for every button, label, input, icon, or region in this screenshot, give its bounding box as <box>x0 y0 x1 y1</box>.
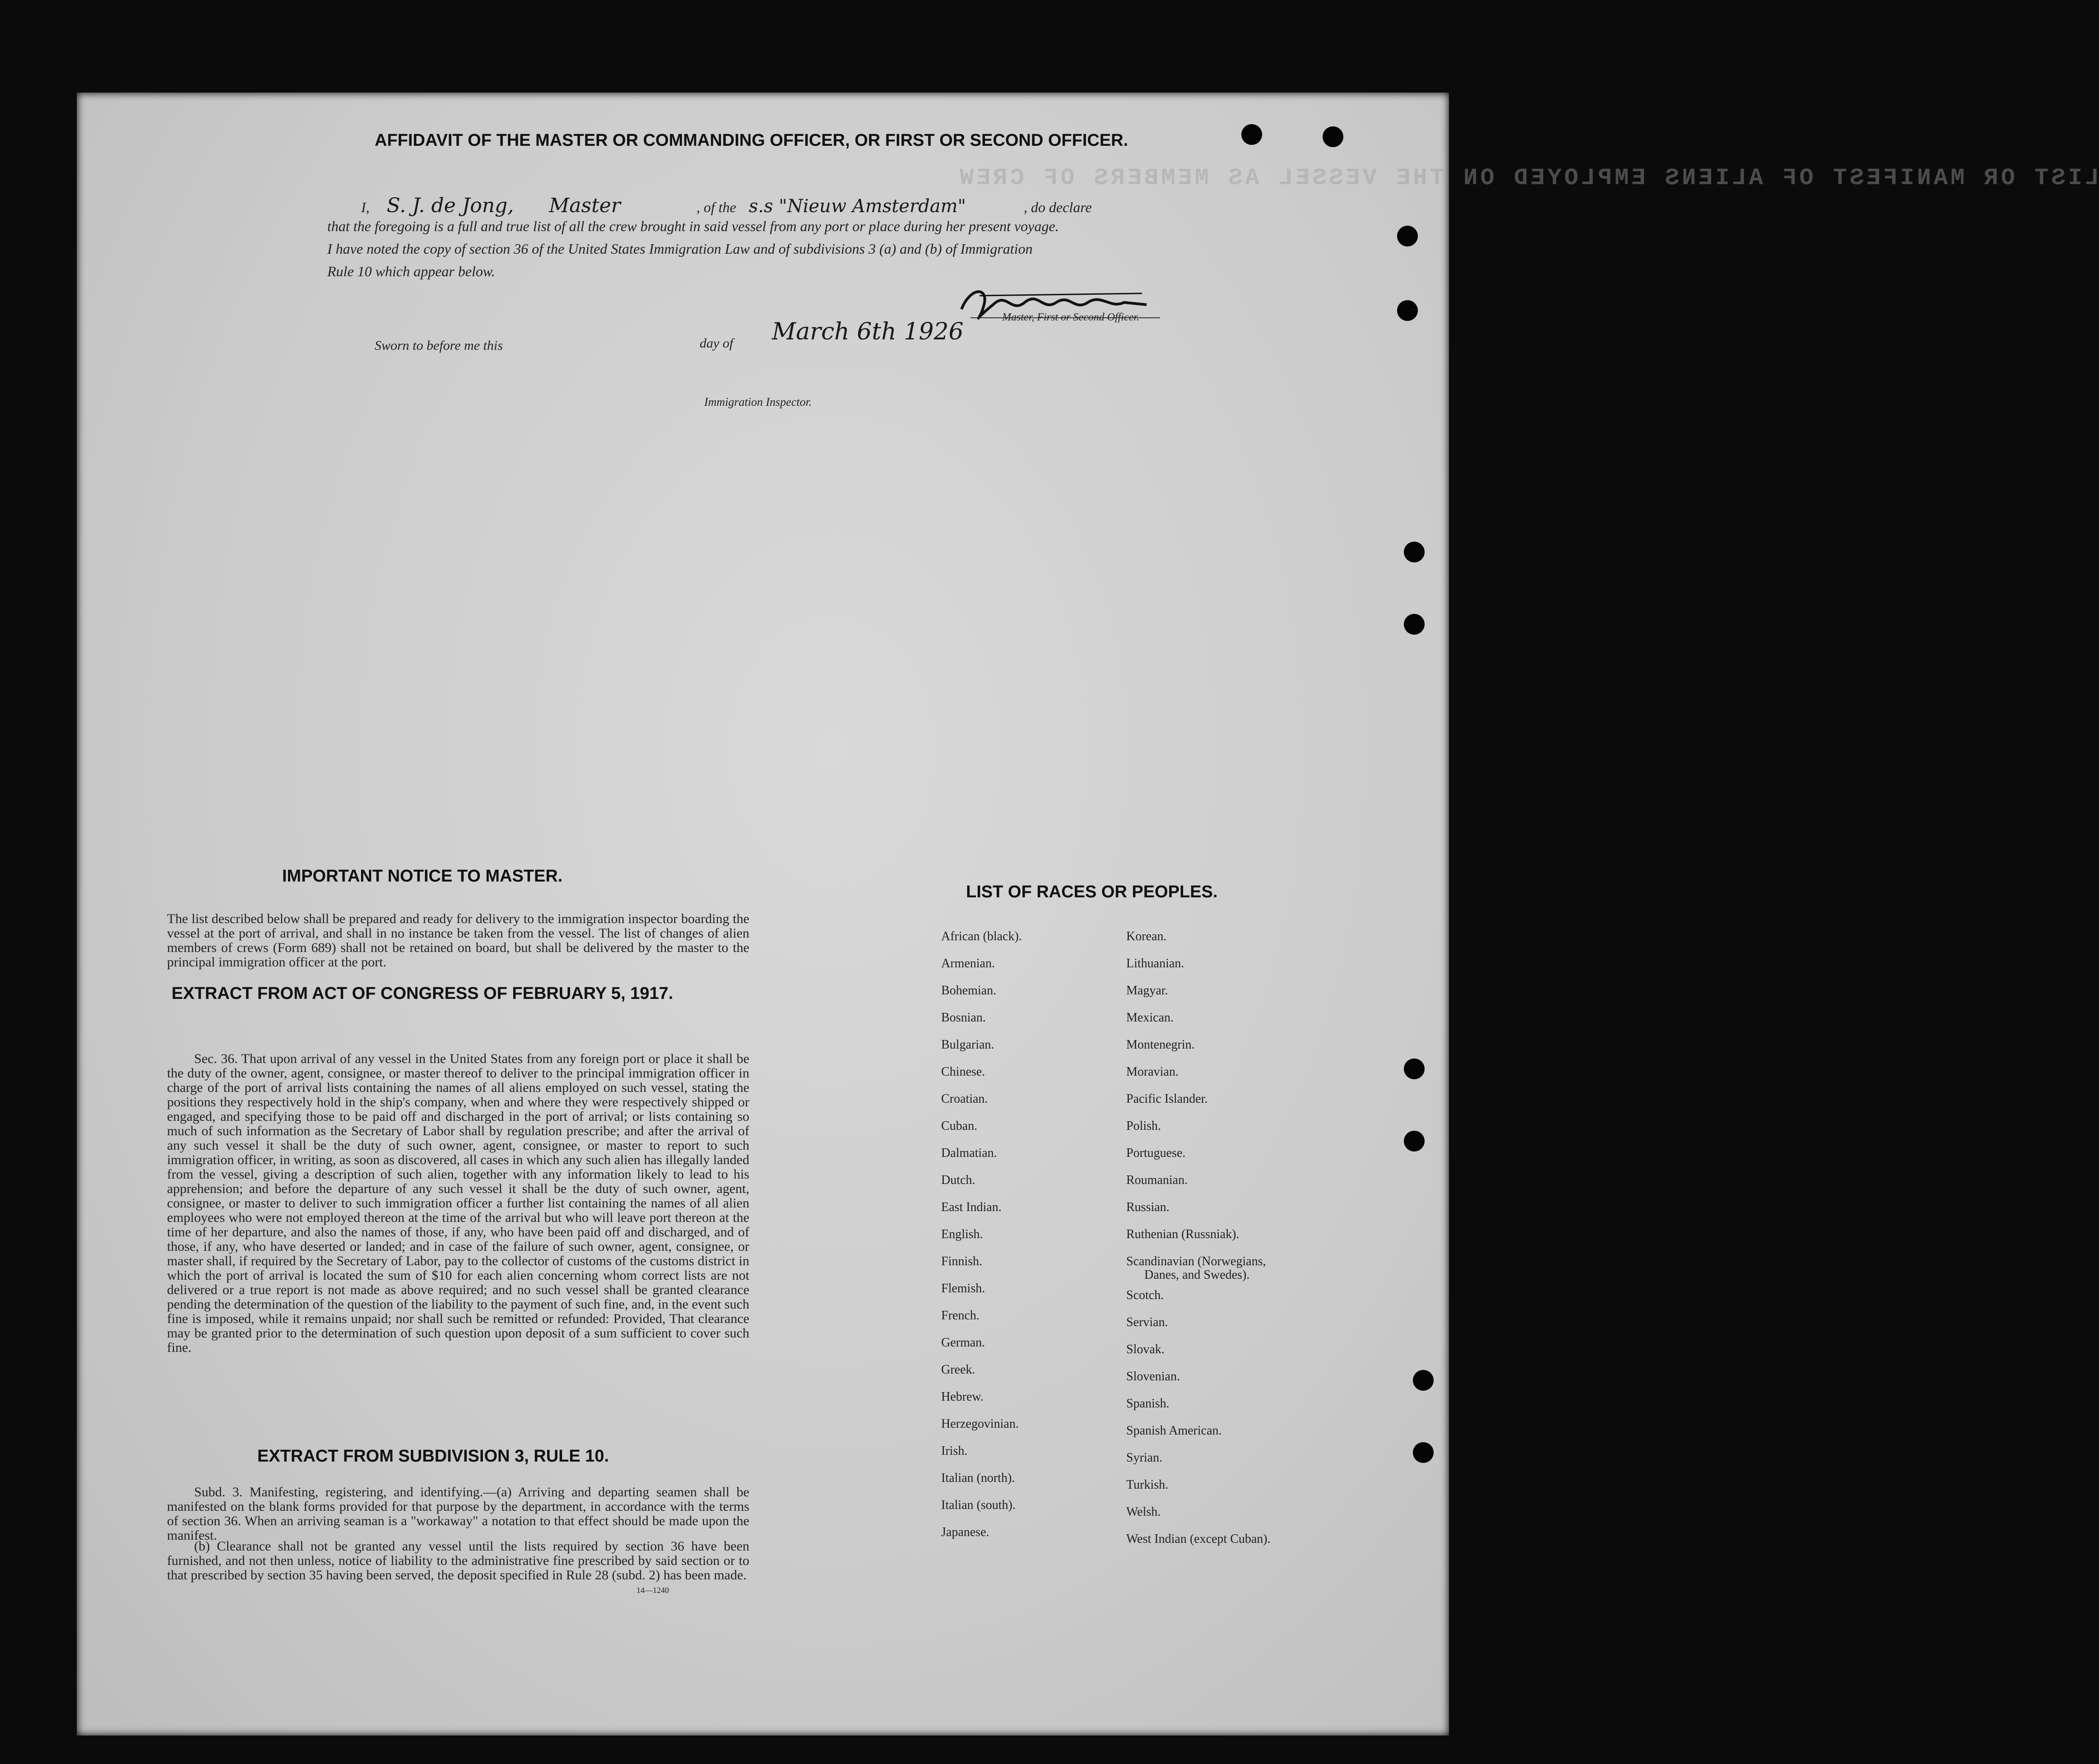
vessel-name: s.s "Nieuw Amsterdam" <box>748 196 966 217</box>
race-item: Dalmatian. <box>941 1146 997 1160</box>
race-item: Roumanian. <box>1126 1173 1188 1187</box>
race-item: Bulgarian. <box>941 1038 994 1052</box>
day-of-label: day of <box>700 336 734 351</box>
race-item: Servian. <box>1126 1315 1168 1329</box>
punch-hole <box>1413 1370 1434 1391</box>
punch-hole <box>1397 226 1418 246</box>
extract-rule-title: EXTRACT FROM SUBDIVISION 3, RULE 10. <box>257 1447 609 1466</box>
notice-text: The list described below shall be prepared and ready for delivery to the immigration inspector boarding the vessel at the port of arrival, and shall in no instance be taken from the vessel. The list of changes of alien members of crews (Form 689) shall not be retained on board, but shall be delivered by the master to the principal immigration officer at the port. <box>167 911 749 970</box>
race-item: East Indian. <box>941 1200 1002 1214</box>
race-item: Hebrew. <box>941 1390 984 1404</box>
extract-rule-text-a: Subd. 3. Manifesting, registering, and identifying.—(a) Arriving and departing seamen shall be manifested on the blank forms provided for that purpose by the department, in accordance with the terms of section 36. When an arriving seaman is a "workaway" a notation to that effect should be made upon the manifest. <box>167 1485 749 1543</box>
master-rank: Master <box>549 194 621 217</box>
punch-hole <box>1241 124 1262 145</box>
race-item: Ruthenian (Russniak). <box>1126 1227 1240 1241</box>
race-item: African (black). <box>941 929 1022 943</box>
race-item: Mexican. <box>1126 1011 1174 1025</box>
race-item: Scandinavian (Norwegians, <box>1126 1254 1266 1268</box>
race-item: Russian. <box>1126 1200 1170 1214</box>
punch-hole <box>1404 1131 1425 1151</box>
race-item: Bosnian. <box>941 1011 986 1025</box>
race-item: Chinese. <box>941 1065 985 1079</box>
race-item: Cuban. <box>941 1119 978 1133</box>
race-item: Moravian. <box>1126 1065 1179 1079</box>
affidavit-i: I, <box>361 199 370 215</box>
race-item: Slovenian. <box>1126 1369 1180 1383</box>
race-item: Pacific Islander. <box>1126 1092 1208 1106</box>
race-item: Italian (south). <box>941 1498 1016 1512</box>
race-item: Flemish. <box>941 1281 985 1295</box>
punch-hole <box>1404 1058 1425 1079</box>
affidavit-line-2: that the foregoing is a full and true list of all the crew brought in said vessel from any port or place during her present voyage. <box>327 218 1059 234</box>
race-item: Scotch. <box>1126 1288 1164 1302</box>
bleed-through: LIST OR MANIFEST OF ALIENS EMPLOYED ON THE VESSEL AS MEMBERS OF CREW <box>957 165 2099 191</box>
punch-hole <box>1323 126 1343 147</box>
race-item: Bohemian. <box>941 984 997 998</box>
form-number: 14—1240 <box>636 1586 669 1595</box>
race-item: Dutch. <box>941 1173 975 1187</box>
race-item: Welsh. <box>1126 1505 1161 1519</box>
affidavit-line-3: I have noted the copy of section 36 of the United States Immigration Law and of subdivisions 3 (a) and (b) of Immigration <box>327 241 1033 257</box>
race-item: Irish. <box>941 1444 968 1458</box>
race-item: Korean. <box>1126 929 1167 943</box>
punch-hole <box>1404 542 1425 562</box>
race-item: Danes, and Swedes). <box>1144 1268 1250 1282</box>
sworn-label: Sworn to before me this <box>375 338 503 353</box>
races-title: LIST OF RACES OR PEOPLES. <box>966 882 1218 901</box>
race-item: Turkish. <box>1126 1478 1169 1492</box>
race-item: Syrian. <box>1126 1451 1163 1465</box>
race-item: Portuguese. <box>1126 1146 1186 1160</box>
race-item: Lithuanian. <box>1126 956 1184 970</box>
race-item: Finnish. <box>941 1254 983 1268</box>
race-item: Magyar. <box>1126 984 1168 998</box>
affidavit-line-4: Rule 10 which appear below. <box>327 263 495 279</box>
punch-hole <box>1413 1442 1434 1463</box>
affidavit-title: AFFIDAVIT OF THE MASTER OR COMMANDING OFFICER, OR FIRST OR SECOND OFFICER. <box>375 131 1128 150</box>
race-item: Spanish. <box>1126 1397 1170 1411</box>
races-left-column <box>941 923 1022 1546</box>
race-item: Montenegrin. <box>1126 1038 1195 1052</box>
extract-rule-text-b: (b) Clearance shall not be granted any vessel until the lists required by section 36 have been furnished, and not then unless, notice of liability to the administrative fine prescribed by said section or to that prescribed by section 35 having been served, the deposit specified in Rule 28 (subd. 2) has been made. <box>167 1539 749 1583</box>
sworn-date: March 6th 1926 <box>772 318 964 345</box>
extract-act-text: Sec. 36. That upon arrival of any vessel in the United States from any foreign port or place it shall be the duty of the owner, agent, consignee, or master thereof to deliver to the principal immigration officer in charge of the port of arrival lists containing the names of all aliens employed on such vessel, stating the positions they respectively hold in the ship's company, when and where they were respectively shipped or engaged, and specifying those to be paid off and discharged in the port of arrival; or lists containing so much of such information as the Secretary of Labor shall by regulation prescribe; and after the arrival of any such vessel it shall be the duty of such owner, agent, consignee, or master to report to such immigration officer, in writing, as soon as discovered, all cases in which any such alien has illegally landed from the vessel, giving a description of such alien, together with any information likely to lead to his apprehension; and before the departure of any such vessel it shall be the duty of such owner, agent, consignee, or master to deliver to such immigration officer a further list containing the names of all alien employees who were not employed thereon at the time of the arrival but who will leave port thereon at the time of her departure, and also the names of those, if any, who have been paid off and discharged, and of those, if any, who have deserted or landed; and in case of the failure of such owner, agent, consignee, or master shall, if required by the Secretary of Labor, pay to the collector of customs of the customs district in which the port of arrival is located the sum of $10 for each alien concerning whom correct lists are not delivered or a true report is not made as above required; and no such vessel shall be granted clearance pending the determination of the question of the liability to the payment of such fine, and, in the event such fine is imposed, while it remains unpaid; nor shall such be remitted or refunded: Provided, That clearance may be granted prior to the determination of such question upon deposit of a sum sufficient to cover such fine. <box>167 1051 749 1355</box>
race-item: German. <box>941 1336 985 1350</box>
notice-title: IMPORTANT NOTICE TO MASTER. <box>282 867 563 886</box>
inspector-label: Immigration Inspector. <box>704 395 812 409</box>
race-item: West Indian (except Cuban). <box>1126 1532 1271 1546</box>
races-right-column <box>1126 923 1271 1553</box>
do-declare: , do declare <box>1023 199 1092 215</box>
race-item: Slovak. <box>1126 1342 1165 1356</box>
race-item: French. <box>941 1309 980 1323</box>
race-item: Polish. <box>1126 1119 1161 1133</box>
manifest-sheet <box>77 93 2099 1736</box>
race-item: Armenian. <box>941 956 995 970</box>
race-item: Japanese. <box>941 1525 989 1539</box>
race-item: Greek. <box>941 1363 975 1377</box>
extract-act-title: EXTRACT FROM ACT OF CONGRESS OF FEBRUARY 5, 1917. <box>172 984 673 1003</box>
signature-label: Master, First or Second Officer. <box>1002 311 1139 323</box>
race-item: Spanish American. <box>1126 1424 1222 1438</box>
master-name: S. J. de Jong, <box>386 194 514 217</box>
affidavit-line-1 <box>361 194 1255 217</box>
of-the: , of the <box>696 199 736 215</box>
race-item: Herzegovinian. <box>941 1417 1019 1431</box>
punch-hole <box>1397 300 1418 321</box>
race-item: English. <box>941 1227 983 1241</box>
race-item: Croatian. <box>941 1092 988 1106</box>
race-item: Italian (north). <box>941 1471 1015 1485</box>
punch-hole <box>1404 614 1425 635</box>
